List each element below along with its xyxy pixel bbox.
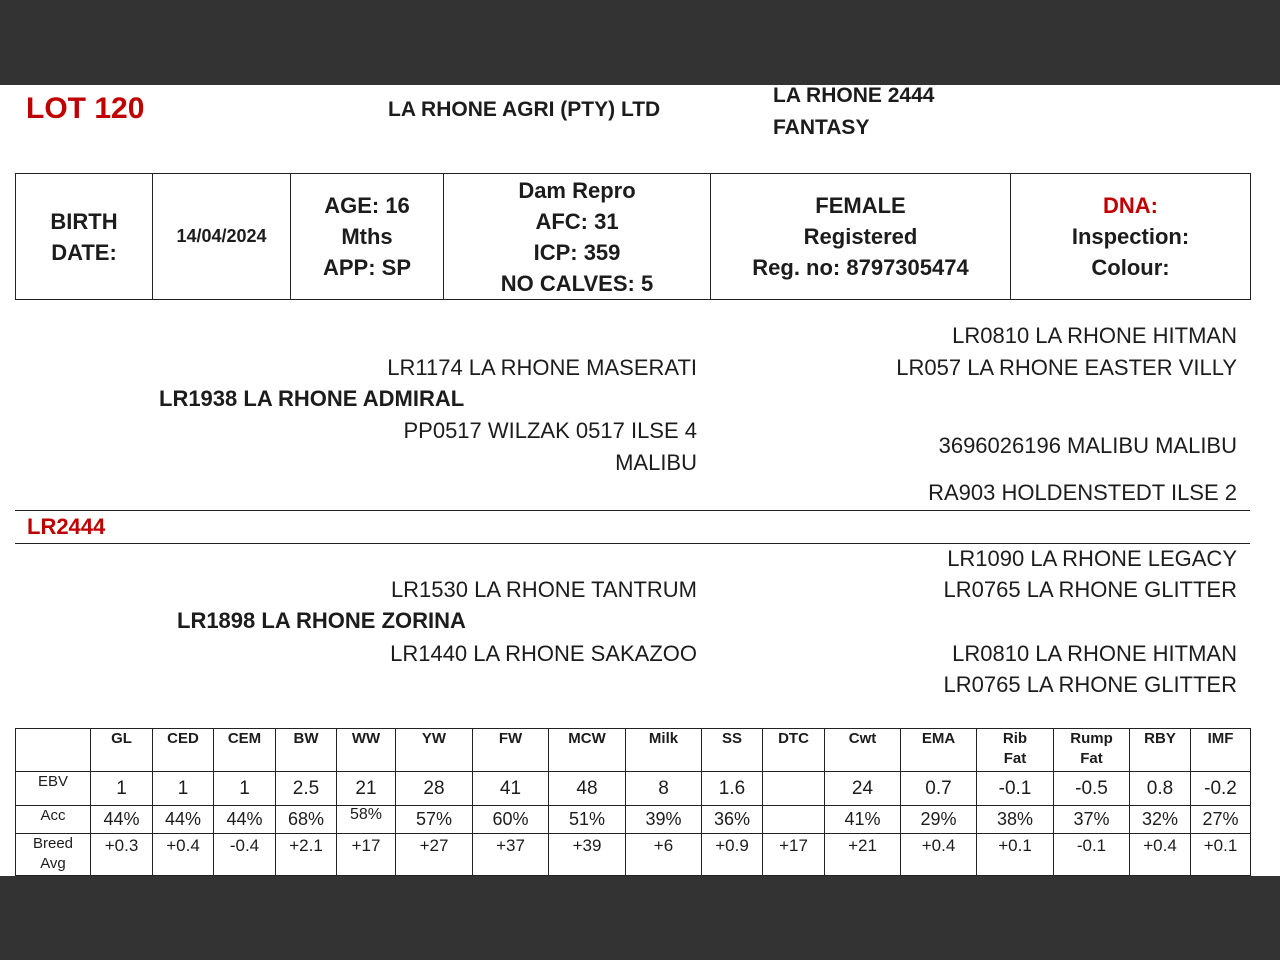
table-cell: +21 [825, 834, 901, 876]
table-cell: 39% [626, 806, 702, 834]
table-cell: +27 [396, 834, 473, 876]
sire-dam-line-1: PP0517 WILZAK 0517 ILSE 4 [403, 418, 697, 443]
table-cell: 68% [276, 806, 337, 834]
acc-row [16, 806, 1251, 834]
table-cell: 1 [153, 772, 214, 806]
row-label: Acc [16, 806, 91, 834]
table-cell: 41% [825, 806, 901, 834]
dam-repro-cell: Dam Repro AFC: 31 ICP: 359 NO CALVES: 5 [444, 174, 711, 300]
sire-dam-sire: 3696026196 MALIBU MALIBU [938, 433, 1237, 458]
table-cell: 1.6 [702, 772, 763, 806]
birth-date-value: 14/04/2024 [153, 174, 291, 300]
table-cell: 57% [396, 806, 473, 834]
table-cell: +0.4 [153, 834, 214, 876]
col-header: Rump Fat [1054, 729, 1130, 772]
breeder-name: LA RHONE AGRI (PTY) LTD [388, 98, 661, 121]
sire-sire-dam: LR057 LA RHONE EASTER VILLY [896, 355, 1237, 380]
table-cell: +0.1 [1191, 834, 1251, 876]
table-cell [763, 806, 825, 834]
ebv-row [16, 772, 1251, 806]
table-cell: +0.1 [977, 834, 1054, 876]
col-header: WW [337, 729, 396, 772]
table-cell: 44% [214, 806, 276, 834]
animal-name [773, 80, 934, 144]
col-header: IMF [1191, 729, 1251, 772]
dam-sire-sire: LR1090 LA RHONE LEGACY [947, 546, 1237, 571]
animal-id: LR2444 [27, 514, 106, 539]
table-cell: 60% [473, 806, 549, 834]
lot-number: LOT 120 [26, 92, 145, 125]
animal-name-line-1: LA RHONE 2444 [773, 84, 935, 107]
table-cell: 0.7 [901, 772, 977, 806]
col-header: Cwt [825, 729, 901, 772]
table-cell: 0.8 [1130, 772, 1191, 806]
dam-dam: LR1440 LA RHONE SAKAZOO [390, 641, 697, 666]
dna-cell: DNA: Inspection: Colour: [1011, 174, 1251, 300]
corner-cell [16, 729, 91, 772]
table-cell: +2.1 [276, 834, 337, 876]
sire-dam-dam: RA903 HOLDENSTEDT ILSE 2 [928, 480, 1237, 505]
col-header: MCW [549, 729, 626, 772]
table-cell: 38% [977, 806, 1054, 834]
table-cell: 44% [91, 806, 153, 834]
col-header: BW [276, 729, 337, 772]
table-cell: 32% [1130, 806, 1191, 834]
table-cell: 29% [901, 806, 977, 834]
table-cell: 21 [337, 772, 396, 806]
table-cell: +17 [763, 834, 825, 876]
row-label: Breed Avg [16, 834, 91, 876]
table-cell: 58% [337, 806, 396, 834]
top-dark-bar [0, 0, 1280, 85]
col-header: EMA [901, 729, 977, 772]
col-header: Rib Fat [977, 729, 1054, 772]
col-header: CED [153, 729, 214, 772]
ebv-header-row [16, 729, 1251, 772]
table-cell: 24 [825, 772, 901, 806]
table-cell: -0.1 [977, 772, 1054, 806]
table-cell: 48 [549, 772, 626, 806]
divider-top [15, 510, 1250, 511]
breed-avg-row [16, 834, 1251, 876]
sire-sire: LR1174 LA RHONE MASERATI [387, 355, 697, 380]
table-cell: -0.5 [1054, 772, 1130, 806]
animal-name-line-2: FANTASY [773, 116, 870, 139]
col-header: RBY [1130, 729, 1191, 772]
divider-bottom [15, 543, 1250, 544]
table-cell: +0.4 [1130, 834, 1191, 876]
table-cell [763, 772, 825, 806]
dam: LR1898 LA RHONE ZORINA [177, 608, 466, 633]
age-cell: AGE: 16 Mths APP: SP [291, 174, 444, 300]
table-cell: 27% [1191, 806, 1251, 834]
table-cell: +0.9 [702, 834, 763, 876]
registration-cell: FEMALE Registered Reg. no: 8797305474 [711, 174, 1011, 300]
birth-date-label: BIRTH DATE: [16, 174, 153, 300]
info-table [15, 173, 1251, 300]
table-cell: 44% [153, 806, 214, 834]
table-cell: -0.4 [214, 834, 276, 876]
col-header: CEM [214, 729, 276, 772]
table-cell: +0.4 [901, 834, 977, 876]
table-cell: -0.1 [1054, 834, 1130, 876]
col-header: SS [702, 729, 763, 772]
table-cell: 8 [626, 772, 702, 806]
table-cell: 51% [549, 806, 626, 834]
table-cell: 1 [214, 772, 276, 806]
table-cell: +37 [473, 834, 549, 876]
col-header: Milk [626, 729, 702, 772]
table-cell: 1 [91, 772, 153, 806]
dam-sire: LR1530 LA RHONE TANTRUM [390, 577, 697, 602]
sire-sire-sire: LR0810 LA RHONE HITMAN [952, 323, 1237, 348]
table-cell: 2.5 [276, 772, 337, 806]
sire-dam-line-2: MALIBU [615, 450, 697, 475]
table-cell: 41 [473, 772, 549, 806]
sire: LR1938 LA RHONE ADMIRAL [159, 386, 465, 411]
table-cell: +6 [626, 834, 702, 876]
dam-dam-sire: LR0810 LA RHONE HITMAN [952, 641, 1237, 666]
ebv-table [15, 728, 1251, 876]
table-cell: +39 [549, 834, 626, 876]
dam-dam-dam: LR0765 LA RHONE GLITTER [943, 672, 1237, 697]
dam-sire-dam: LR0765 LA RHONE GLITTER [943, 577, 1237, 602]
table-cell: -0.2 [1191, 772, 1251, 806]
col-header: GL [91, 729, 153, 772]
table-cell: 28 [396, 772, 473, 806]
table-cell: 36% [702, 806, 763, 834]
table-cell: +0.3 [91, 834, 153, 876]
table-cell: 37% [1054, 806, 1130, 834]
col-header: YW [396, 729, 473, 772]
table-cell: +17 [337, 834, 396, 876]
col-header: FW [473, 729, 549, 772]
row-label: EBV [16, 772, 91, 806]
col-header: DTC [763, 729, 825, 772]
bottom-dark-bar [0, 876, 1280, 960]
